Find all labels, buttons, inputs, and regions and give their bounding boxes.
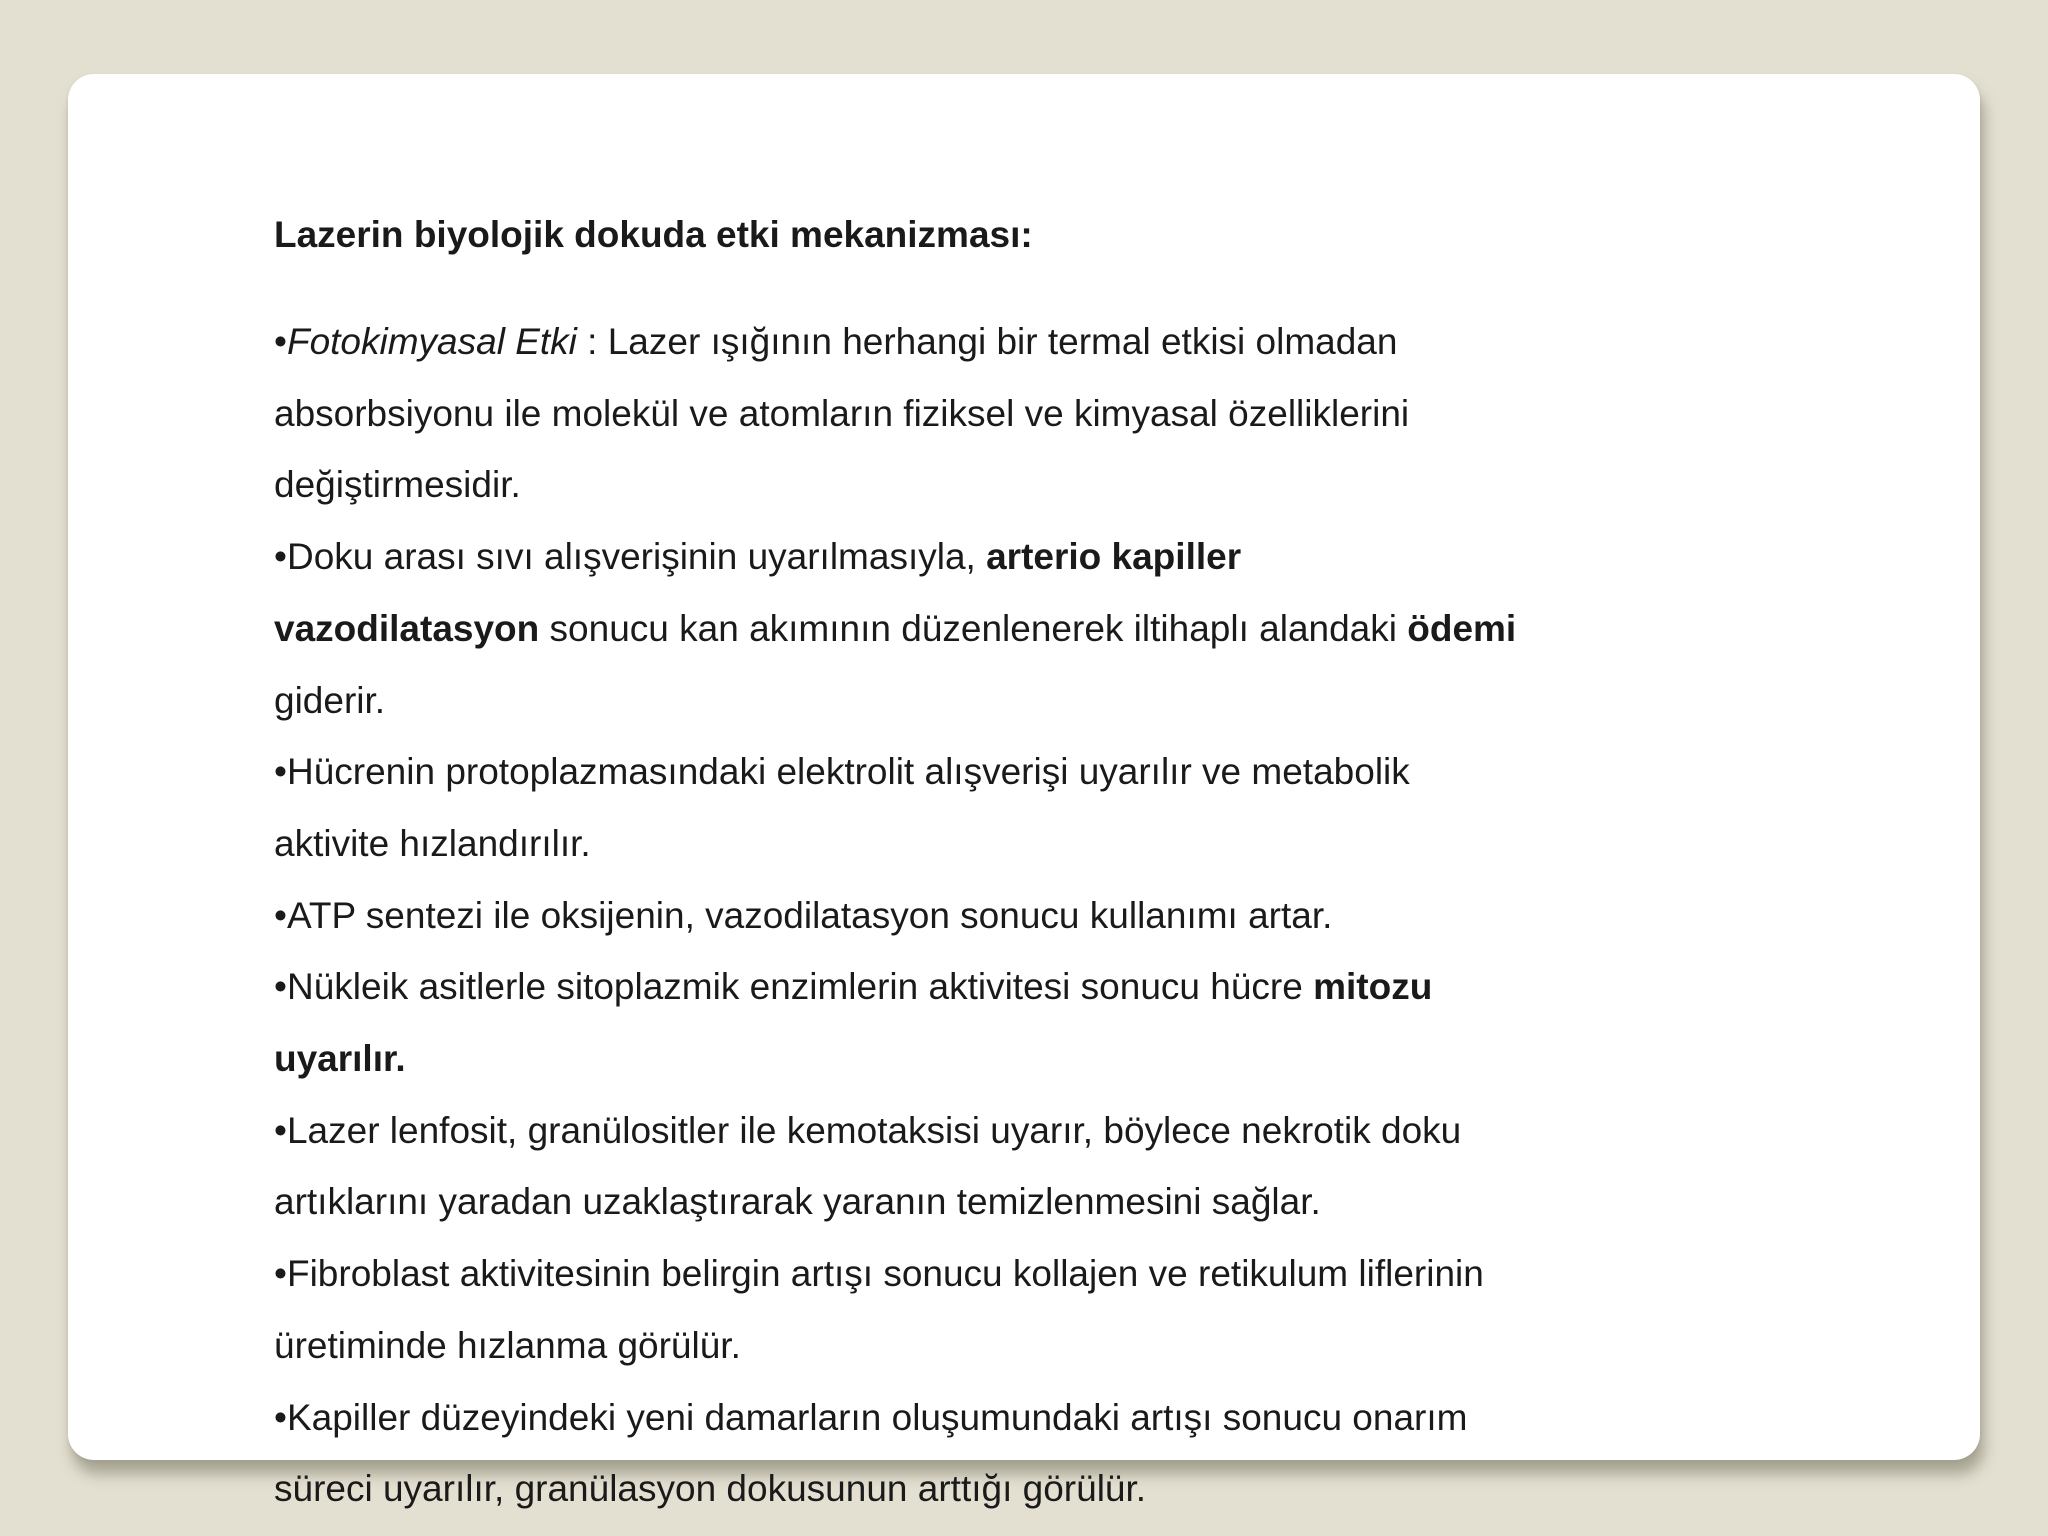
bullet-line: uyarılır. — [274, 1038, 406, 1080]
bullet-glyph: • — [274, 1253, 287, 1295]
bullet-chemotaxis — [274, 1095, 1694, 1238]
bullet-line — [274, 1095, 1694, 1167]
bullet-line — [274, 306, 1694, 378]
bullet-line — [274, 593, 1694, 665]
bullet-line — [274, 951, 1694, 1023]
bullet-fibroblast — [274, 1238, 1694, 1381]
bullet-emphasis: arterio kapiller — [986, 536, 1242, 578]
bullet-line — [274, 1382, 1694, 1454]
bullet-capillary-formation — [274, 1382, 1694, 1525]
bullet-line: süreci uyarılır, granülasyon dokusunun arttığı görülür. — [274, 1468, 1147, 1510]
bullet-line: aktivite hızlandırılır. — [274, 822, 591, 864]
bullet-line: değiştirmesidir. — [274, 464, 521, 506]
bullet-emphasis: vazodilatasyon — [274, 607, 540, 649]
bullet-line — [274, 736, 1694, 808]
bullet-text: Lazer lenfosit, granülositler ile kemotaksisi uyarır, böylece nekrotik doku — [286, 1109, 1462, 1151]
bullet-glyph: • — [274, 321, 287, 362]
bullet-glyph: • — [274, 966, 287, 1008]
bullet-atp-synthesis — [274, 880, 1694, 952]
bullet-text: Kapiller düzeyindeki yeni damarların oluşumundaki artışı sonucu onarım — [286, 1396, 1468, 1438]
slide-content — [274, 200, 1694, 1525]
bullet-glyph: • — [274, 1109, 287, 1151]
slide-card — [68, 74, 1980, 1510]
bullet-text: ATP sentezi ile oksijenin, vazodilatasyon sonucu kullanımı artar. — [286, 894, 1333, 936]
bullet-text: Nükleik asitlerle sitoplazmik enzimlerin aktivitesi sonucu hücre — [286, 966, 1314, 1008]
bullet-text: Fibroblast aktivitesinin belirgin artışı sonucu kollajen ve retikulum liflerinin — [286, 1253, 1484, 1295]
bullet-glyph: • — [274, 751, 287, 793]
bullet-emphasis: mitozu — [1313, 966, 1433, 1008]
bullet-glyph: • — [274, 894, 287, 936]
bullet-line — [274, 880, 1694, 952]
bullet-emphasis: ödemi — [1407, 607, 1517, 649]
bullet-text: Doku arası sıvı alışverişinin uyarılmasıyla, — [286, 536, 987, 578]
slide-title: Lazerin biyolojik dokuda etki mekanizması: — [274, 214, 1033, 255]
bullet-line: absorbsiyonu ile molekül ve atomların fiziksel ve kimyasal özelliklerini — [274, 392, 1410, 434]
bullet-fluid-exchange — [274, 521, 1694, 736]
bullet-electrolyte-exchange — [274, 736, 1694, 879]
bullet-line — [274, 1238, 1694, 1310]
bullet-text: : Lazer ışığının herhangi bir termal etkisi olmadan — [576, 321, 1398, 362]
bullet-photochemical-effect — [274, 306, 1694, 521]
bullet-text: Hücrenin protoplazmasındaki elektrolit alışverişi uyarılır ve metabolik — [286, 751, 1410, 793]
bullet-line: artıklarını yaradan uzaklaştırarak yaranın temizlenmesini sağlar. — [274, 1181, 1321, 1223]
bullet-line: giderir. — [274, 679, 386, 721]
bullet-mitosis — [274, 951, 1694, 1094]
bullet-glyph: • — [274, 1396, 287, 1438]
bullet-line — [274, 521, 1694, 593]
bullet-glyph: • — [274, 536, 287, 578]
bullet-text: sonucu kan akımının düzenlenerek iltihaplı alandaki — [539, 607, 1408, 649]
bullet-line: üretiminde hızlanma görülür. — [274, 1324, 741, 1366]
bullet-term: Fotokimyasal Etki — [286, 321, 577, 362]
